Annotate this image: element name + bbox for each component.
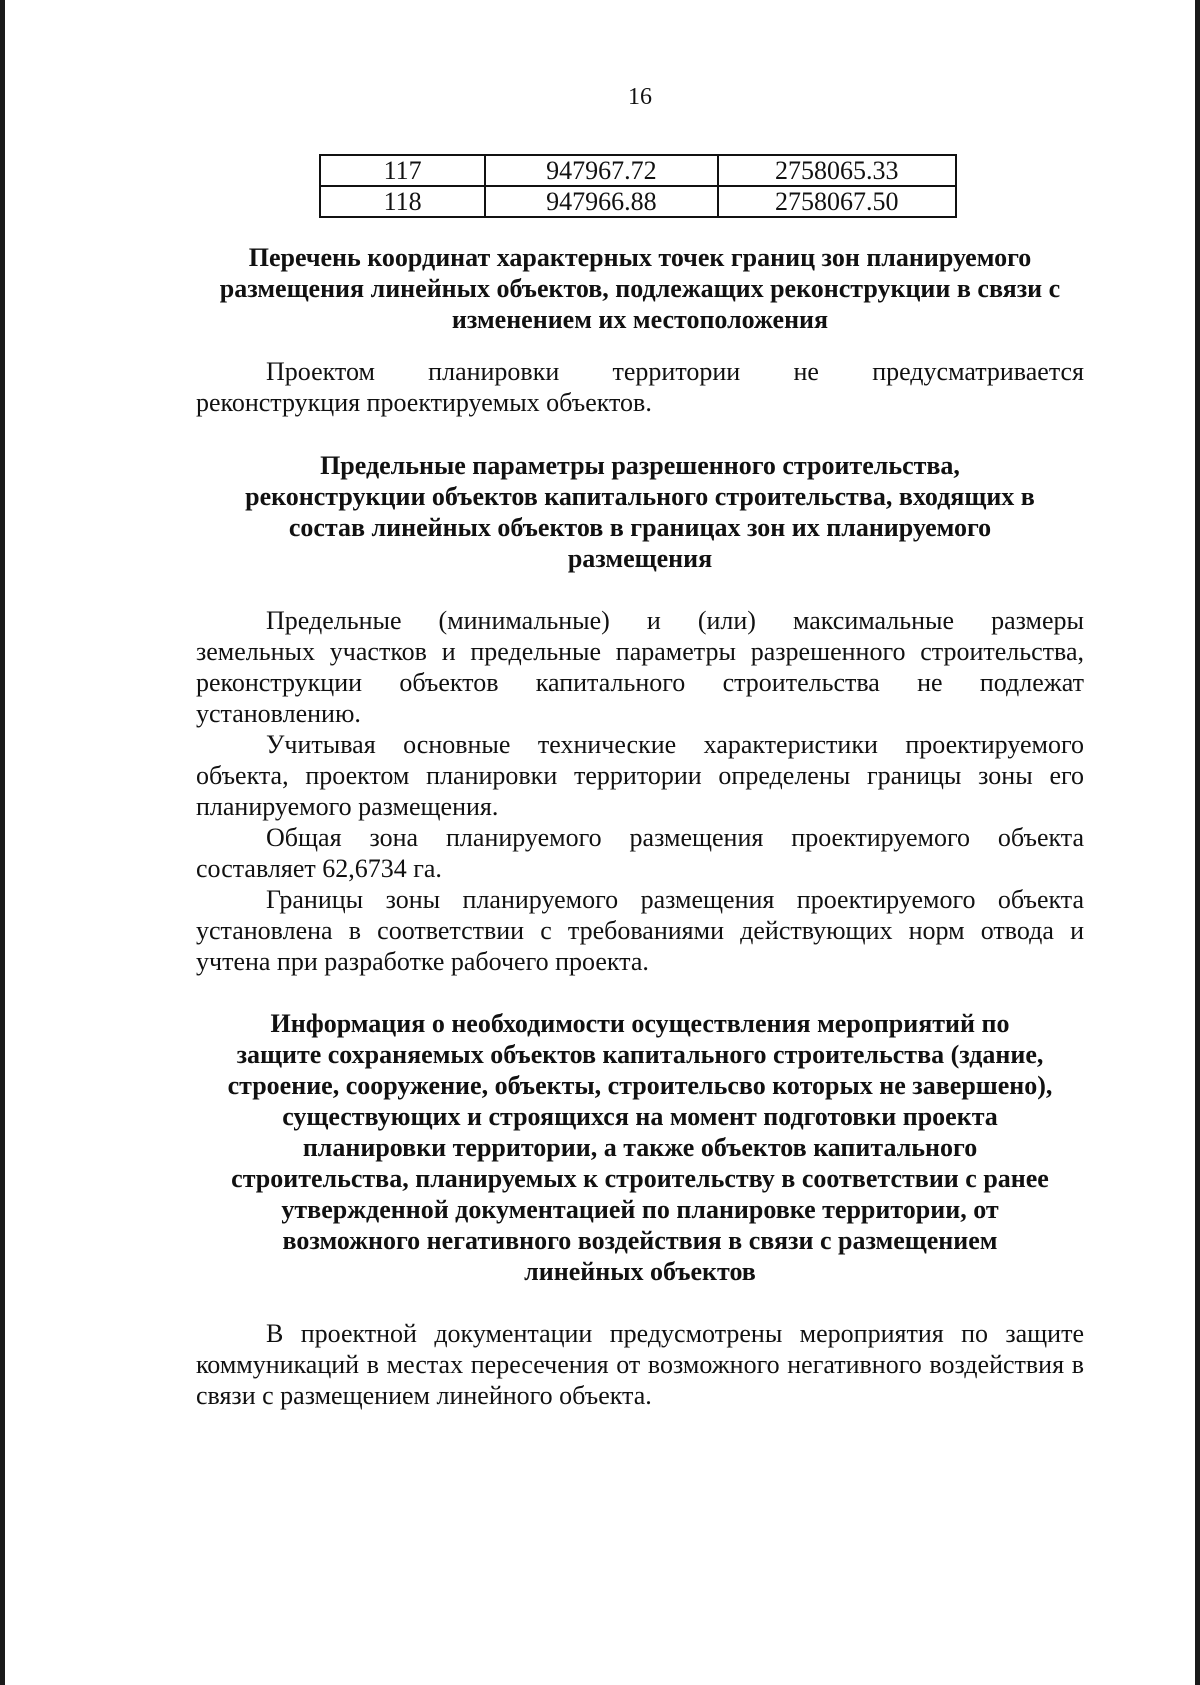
section-heading-protection [196, 1008, 1084, 1287]
table-cell-x: 947967.72 [485, 155, 717, 186]
paragraph-line: Предельные (минимальные) и (или) максимальные размеры [266, 606, 1084, 635]
paragraph-line: связи с размещением линейного объекта. [196, 1381, 652, 1410]
heading-line: утвержденной документацией по планировке территории, от [281, 1195, 999, 1224]
heading-line: размещения [567, 544, 713, 573]
paragraph-line: планируемого размещения. [196, 792, 499, 821]
paragraph-line: установлению. [196, 699, 361, 728]
section-heading-parameters [196, 450, 1084, 574]
paragraph-line: объекта, проектом планировки территории определены границы зоны его [196, 761, 1084, 790]
table-cell-x: 947966.88 [485, 186, 717, 217]
paragraph-characteristics [196, 729, 1084, 822]
table-row [320, 155, 956, 186]
paragraph-line: Учитывая основные технические характеристики проектируемого [266, 730, 1084, 759]
paragraph-line: В проектной документации предусмотрены мероприятия по защите [266, 1319, 1084, 1348]
heading-line: строение, сооружение, объекты, строительсво которых не завершено), [227, 1071, 1053, 1100]
paragraph-protection-measures [196, 1318, 1084, 1411]
paragraph-line: Общая зона планируемого размещения проектируемого объекта [266, 823, 1084, 852]
heading-line: реконструкции объектов капитального строительства, входящих в [245, 482, 1035, 511]
paragraph-line: земельных участков и предельные параметры разрешенного строительства, [196, 637, 1084, 666]
table-cell-y: 2758067.50 [718, 186, 957, 217]
paragraph-line: коммуникаций в местах пересечения от возможного негативного воздействия в [196, 1350, 1084, 1379]
heading-line: Информация о необходимости осуществления мероприятий по [270, 1009, 1010, 1038]
table-cell-y: 2758065.33 [718, 155, 957, 186]
table-cell-point: 118 [320, 186, 485, 217]
heading-line: существующих и строящихся на момент подготовки проекта [282, 1102, 998, 1131]
paragraph-line: составляет 62,6734 га. [196, 854, 442, 883]
paragraph-reconstruction [196, 356, 1084, 418]
heading-line: Предельные параметры разрешенного строительства, [320, 451, 960, 480]
section-heading-coordinates [196, 242, 1084, 335]
paragraph-total-area [196, 822, 1084, 884]
heading-line: защите сохраняемых объектов капитального строительства (здание, [236, 1040, 1044, 1069]
paragraph-line: Границы зоны планируемого размещения проектируемого объекта [266, 885, 1084, 914]
scan-edge-left [0, 0, 5, 1685]
coordinates-table [319, 154, 957, 218]
heading-line: линейных объектов [524, 1257, 756, 1286]
paragraph-line: учтена при разработке рабочего проекта. [196, 947, 649, 976]
paragraph-limits [196, 605, 1084, 729]
page-number: 16 [628, 84, 652, 110]
heading-line: размещения линейных объектов, подлежащих реконструкции в связи с [219, 274, 1061, 303]
heading-line: планировки территории, а также объектов капитального [302, 1133, 978, 1162]
table-cell-point: 117 [320, 155, 485, 186]
heading-line: состав линейных объектов в границах зон их планируемого [288, 513, 992, 542]
heading-line: Перечень координат характерных точек границ зон планируемого [248, 243, 1032, 272]
table-row [320, 186, 956, 217]
paragraph-line: установлена в соответствии с требованиями действующих норм отвода и [196, 916, 1084, 945]
heading-line: строительства, планируемых к строительству в соответствии с ранее [231, 1164, 1049, 1193]
scan-edge-right [1195, 0, 1200, 1685]
paragraph-line: Проектом планировки территории не предусматривается [266, 357, 1084, 386]
paragraph-line: реконструкция проектируемых объектов. [196, 388, 652, 417]
paragraph-line: реконструкции объектов капитального строительства не подлежат [196, 668, 1084, 697]
heading-line: изменением их местоположения [451, 305, 829, 334]
heading-line: возможного негативного воздействия в связи с размещением [282, 1226, 998, 1255]
paragraph-zone-boundaries [196, 884, 1084, 977]
